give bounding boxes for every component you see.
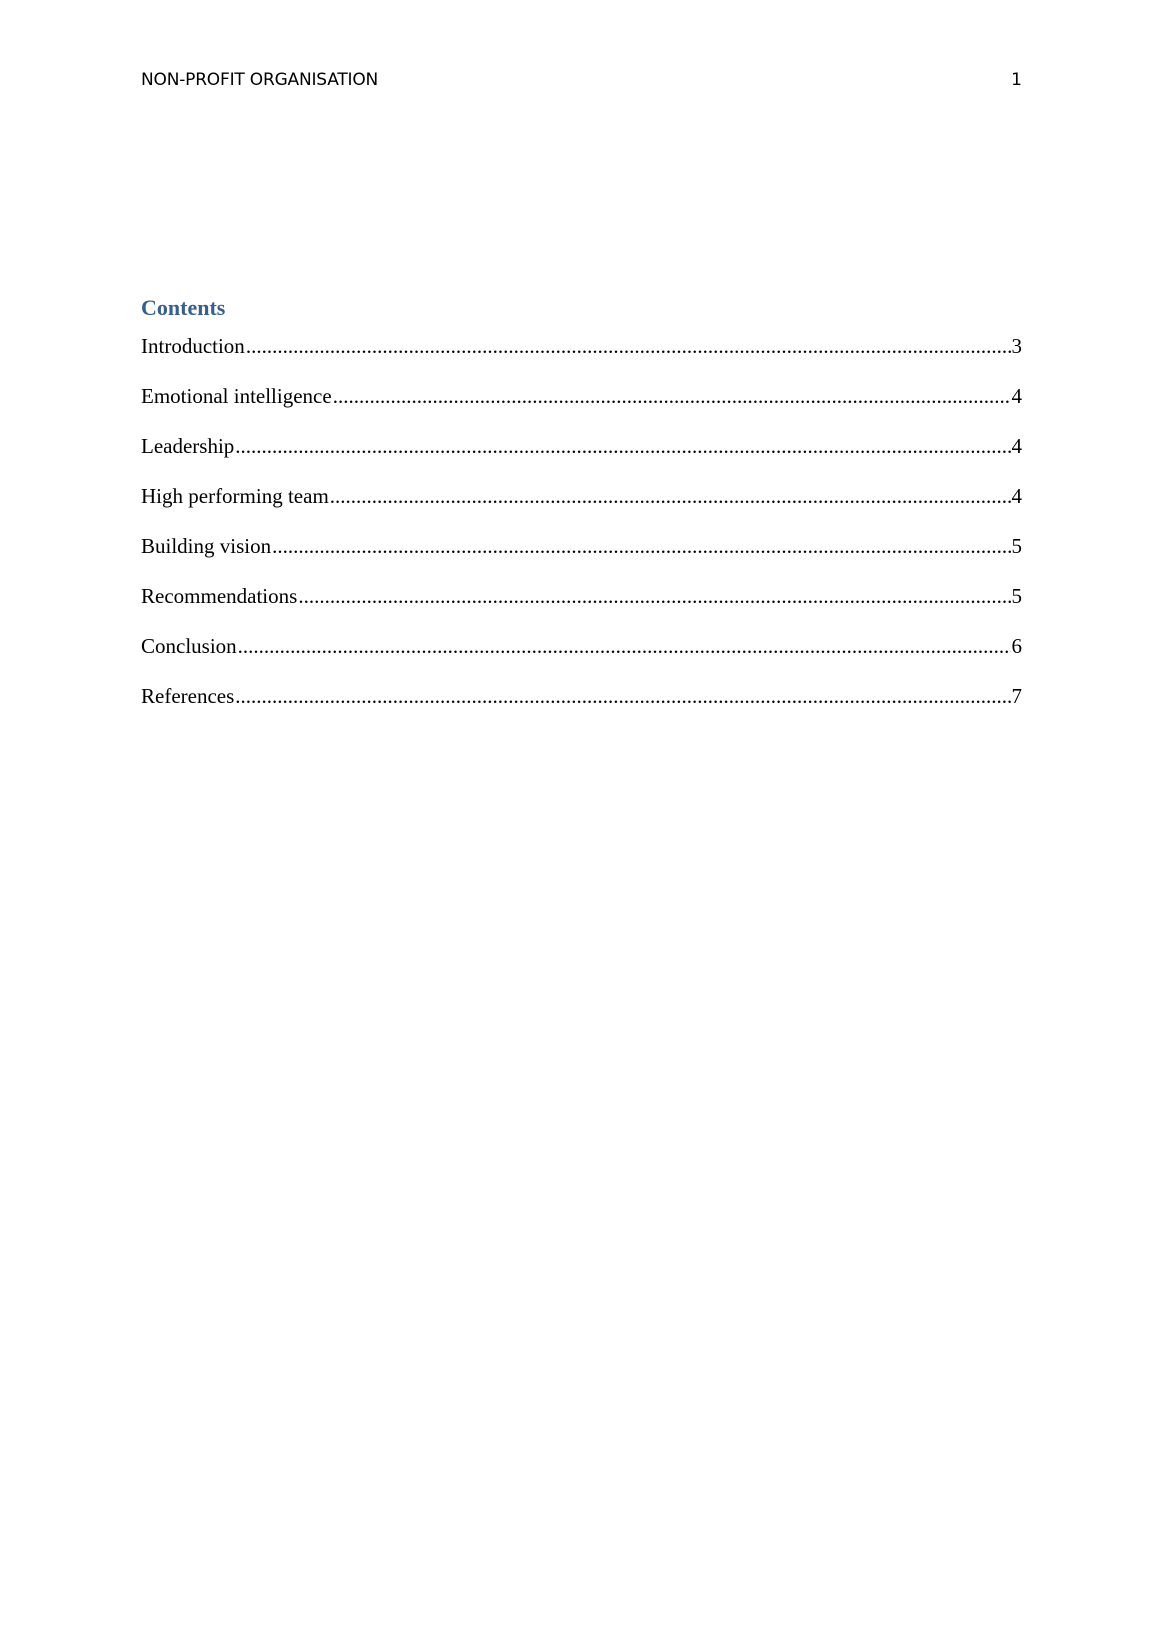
toc-entry-high-performing-team[interactable] (141, 482, 1022, 532)
toc-entry-conclusion[interactable] (141, 632, 1022, 682)
page-header (141, 70, 1022, 94)
header-title: NON-PROFIT ORGANISATION (141, 70, 379, 90)
toc-heading: Contents (141, 295, 226, 320)
toc-entry-recommendations[interactable] (141, 582, 1022, 632)
toc-entry-page: 4 (1011, 384, 1022, 408)
toc-entry-label: Leadership (141, 434, 235, 458)
toc-dot-leader (235, 682, 1010, 710)
toc-entry-label: Introduction (141, 334, 245, 358)
toc-entry-page: 5 (1011, 584, 1022, 608)
toc-dot-leader (298, 582, 1010, 610)
toc-entry-page: 7 (1011, 684, 1022, 708)
toc-dot-leader (333, 382, 1011, 410)
toc-entry-references[interactable] (141, 682, 1022, 732)
toc-entry-label: Recommendations (141, 584, 298, 608)
toc-entry-label: Conclusion (141, 634, 237, 658)
toc-entry-page: 4 (1011, 484, 1022, 508)
toc-dot-leader (272, 532, 1010, 560)
toc-entry-building-vision[interactable] (141, 532, 1022, 582)
toc-entry-page: 4 (1011, 434, 1022, 458)
toc-entry-page: 5 (1011, 534, 1022, 558)
toc-entry-label: High performing team (141, 484, 329, 508)
toc-list (141, 332, 1022, 732)
header-page-number: 1 (1011, 70, 1022, 90)
toc-dot-leader (238, 632, 1011, 660)
toc-entry-label: References (141, 684, 235, 708)
toc-dot-leader (330, 482, 1011, 510)
table-of-contents (141, 294, 1022, 732)
toc-entry-introduction[interactable] (141, 332, 1022, 382)
toc-entry-emotional-intelligence[interactable] (141, 382, 1022, 432)
toc-entry-page: 3 (1011, 334, 1022, 358)
toc-dot-leader (246, 332, 1011, 360)
toc-entry-label: Emotional intelligence (141, 384, 332, 408)
toc-entry-leadership[interactable] (141, 432, 1022, 482)
toc-dot-leader (235, 432, 1010, 460)
toc-entry-label: Building vision (141, 534, 272, 558)
toc-entry-page: 6 (1011, 634, 1022, 658)
